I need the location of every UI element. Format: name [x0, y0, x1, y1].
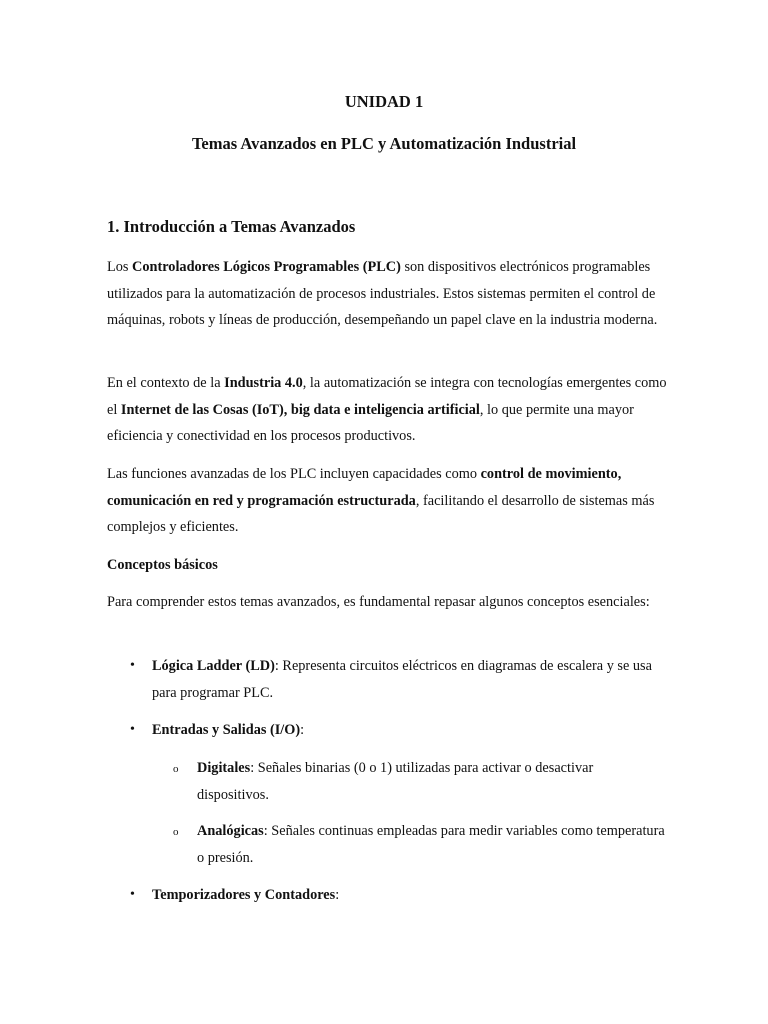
bold-run: Digitales — [197, 760, 251, 776]
text-run: En el contexto de la — [107, 375, 225, 391]
text-run: son dispositivos electrónicos programables utilizados para la automatización de procesos industriales. Estos sistemas permiten el control de máquinas, robots y líneas de producción, desempeñando un papel clave en la industria moderna. — [107, 259, 658, 329]
sub-list-item-digitales — [173, 755, 667, 808]
circle-bullet-icon: o — [173, 763, 179, 775]
bullet-icon: • — [130, 887, 135, 902]
text-run: Las funciones avanzadas de los PLC incluyen capacidades como — [107, 466, 481, 482]
sub-heading-conceptos: Conceptos básicos — [107, 557, 218, 573]
section-heading: 1. Introducción a Temas Avanzados — [107, 217, 356, 236]
text-run: , lo que permite una mayor eficiencia y conectividad en los procesos productivos. — [107, 401, 634, 445]
bold-run: Entradas y Salidas (I/O) — [152, 722, 301, 738]
bold-run: Internet de las Cosas (IoT), big data e inteligencia artificial — [120, 401, 480, 418]
bold-run: Temporizadores y Contadores — [152, 887, 336, 903]
text-run: Los — [107, 259, 133, 275]
text-run: : — [300, 722, 305, 738]
paragraph-industry-4 — [107, 370, 667, 450]
text-run: : Señales continuas empleadas para medir variables como temperatura o presión. — [197, 823, 665, 866]
list-item-temporizadores — [130, 882, 667, 909]
bold-run: control de movimiento, comunicación en red y programación estructurada — [107, 466, 622, 509]
bold-run: Controladores Lógicos Programables (PLC) — [132, 259, 401, 275]
circle-bullet-icon: o — [173, 826, 179, 838]
unit-title: UNIDAD 1 — [344, 92, 424, 111]
text-run: , facilitando el desarrollo de sistemas más complejos y eficientes. — [107, 492, 655, 536]
paragraph-advanced-functions — [107, 461, 667, 541]
paragraph-plc-definition — [107, 254, 667, 334]
text-run: : Señales binarias (0 o 1) utilizadas para activar o desactivar dispositivos. — [197, 760, 594, 803]
bold-run: Lógica Ladder (LD) — [152, 658, 275, 674]
paragraph-conceptos-intro: Para comprender estos temas avanzados, es fundamental repasar algunos conceptos esenciales: — [107, 594, 650, 610]
text-run: : — [335, 887, 340, 903]
list-item-logica-ladder — [130, 653, 667, 706]
list-item-entradas-salidas — [130, 717, 667, 744]
text-run: , la automatización se integra con tecnologías emergentes como el — [107, 375, 667, 418]
text-run: : Representa circuitos eléctricos en diagramas de escalera y se usa para programar PLC. — [152, 658, 652, 701]
bold-run: Industria 4.0 — [224, 375, 303, 391]
bullet-icon: • — [130, 658, 135, 673]
bold-run: Analógicas — [197, 823, 264, 839]
bullet-icon: • — [130, 722, 135, 737]
sub-list-item-analogicas — [173, 818, 667, 871]
document-subtitle: Temas Avanzados en PLC y Automatización Industrial — [191, 134, 577, 153]
